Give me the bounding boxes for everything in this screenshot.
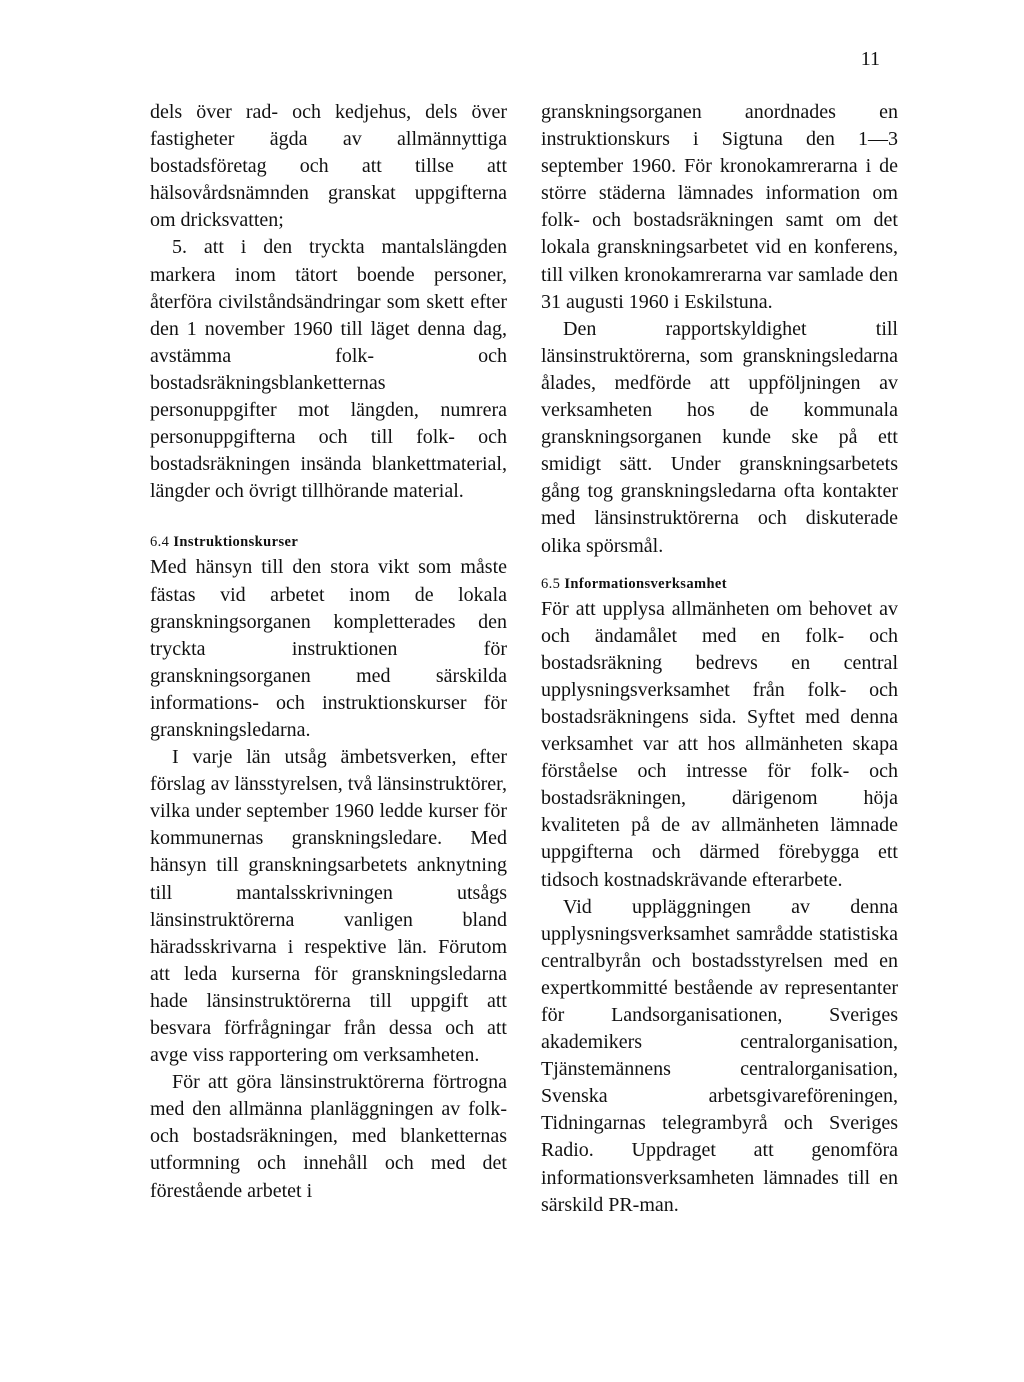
section-heading — [541, 572, 898, 596]
section-heading — [150, 530, 507, 554]
paragraph: Med hänsyn till den stora vikt som måste fästas vid arbetet inom de lokala granskningsorganen kompletterades den tryckta instruktionen för granskningsorganen med särskilda informations- och instruktionskurser för granskningsledarna. — [150, 556, 507, 741]
paragraph: Vid uppläggningen av denna upplysningsverksamhet samrådde statistiska centralbyrån och bostadsstyrelsen med en expertkommitté bestående av representanter för Landsorganisationen, Sveriges akademikers centralorganisation, Tjänstemännens centralorganisation, Svenska arbetsgivareföreningen, Tidningarnas telegrambyrå och Sveriges Radio. Uppdraget att genomföra informationsverksamheten lämnades till en särskild PR-man. — [541, 895, 898, 1216]
paragraph: granskningsorganen anordnades en instruktionskurs i Sigtuna den 1—3 september 1960. För kronokamrerarna i de större städerna lämnades information om folk- och bostadsräkningen samt om det lokala granskningsarbetet vid en konferens, till vilken kronokamrerarna var samlade den 31 augusti 1960 i Eskilstuna. — [541, 101, 898, 313]
paragraph: För att upplysa allmänheten om behovet av och ändamålet med en folk- och bostadsräkning bedrevs en central upplysningsverksamhet från folk- och bostadsräkningens sida. Syftet med denna verksamhet var att hos allmänheten skapa förståelse och intresse för folk- och bostadsräkningen, därigenom höja kvaliteten på de av allmänheten lämnade uppgifterna och därmed förebygga ett tidsoch kostnadskrävande efterarbete. — [541, 597, 898, 891]
section-title: Informationsverksamhet — [564, 575, 727, 592]
paragraph: Den rapportskyldighet till länsinstruktörerna, som granskningsledarna ålades, medförde att uppföljningen av verksamheten hos de kommunala granskningsorganen kunde ske på ett smidigt sätt. Under granskningsarbetets gång tog granskningsledarna ofta kontakter med länsinstruktörerna och diskuterade olika spörsmål. — [541, 317, 898, 557]
paragraph: 5. att i den tryckta mantalslängden markera inom tätort boende personer, återföra civilståndsändringar som skett efter den 1 november 1960 till läget denna dag, avstämma folk- och bostadsräkningsblanketternas personuppgifter mot längden, numrera personuppgifterna och till folk- och bostadsräkningen insända blankettmaterial, längder och övrigt tillhörande material. — [150, 236, 507, 503]
page-number: 11 — [860, 48, 880, 70]
right-column — [541, 99, 898, 1219]
paragraph: För att göra länsinstruktörerna förtrogna med den allmänna planläggningen av folk- och bostadsräkningen, med blanketternas utformning och innehåll och med det förestående arbetet i — [150, 1071, 507, 1202]
section-number: 6.5 — [541, 575, 561, 592]
paragraph: dels över rad- och kedjehus, dels över fastigheter ägda av allmännyttiga bostadsföretag och att tillse att hälsovårdsnämnden granskat uppgifterna om dricksvatten; — [150, 101, 507, 232]
section-title: Instruktionskurser — [173, 534, 299, 551]
paragraph: I varje län utsåg ämbetsverken, efter förslag av länsstyrelsen, två länsinstruktörer, vilka under september 1960 ledde kurser för kommunernas granskningsledare. Med hänsyn till granskningsarbetets anknytning till mantalsskrivningen utsågs länsinstruktörerna vanligen bland häradsskrivarna i respektive län. Förutom att leda kurserna för granskningsledarna hade länsinstruktörerna till uppgift att besvara förfrågningar från dessa och att avge viss rapportering om verksamheten. — [150, 746, 507, 1067]
left-column — [150, 99, 507, 1205]
section-number: 6.4 — [150, 534, 170, 551]
